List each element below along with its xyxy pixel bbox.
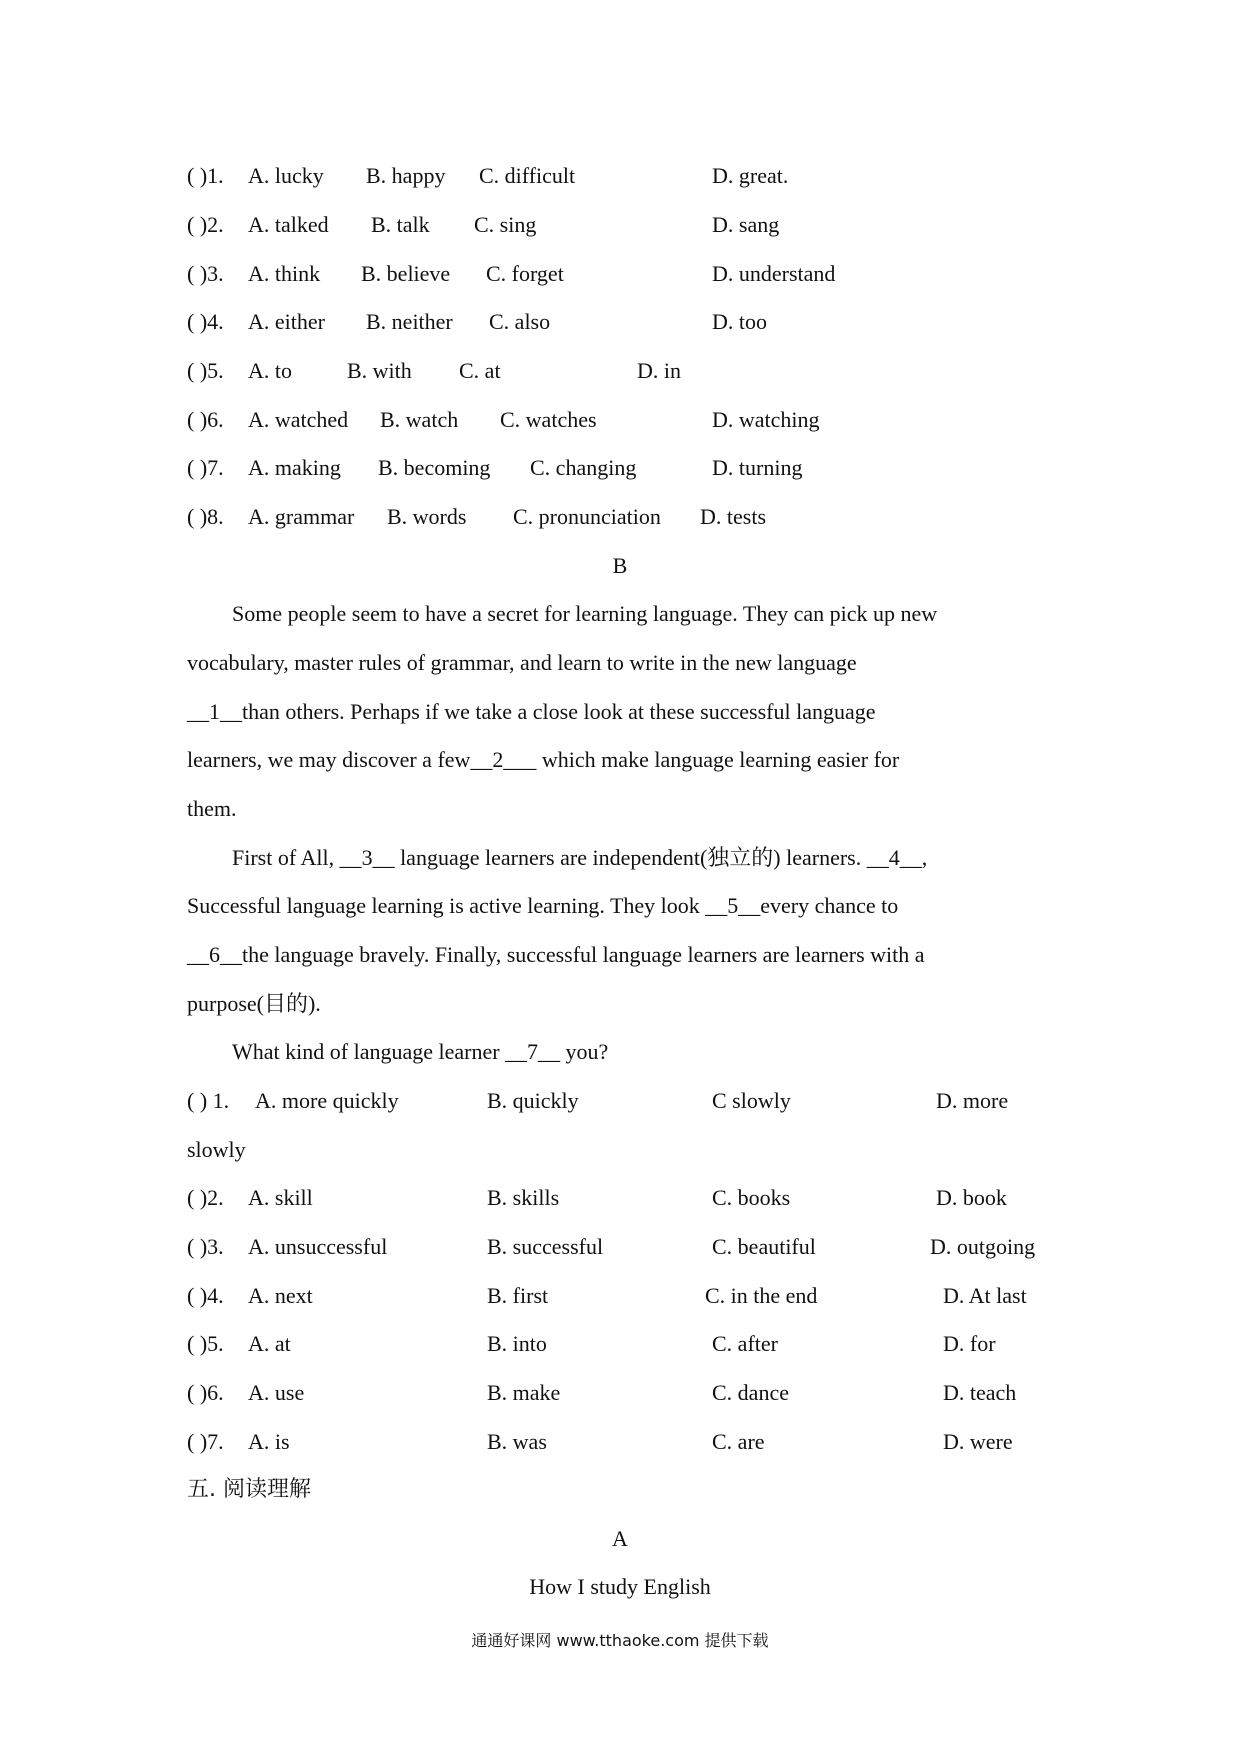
passage-line: What kind of language learner __7__ you? xyxy=(232,1039,609,1064)
passage-line: learners, we may discover a few__2___ which make language learning easier for xyxy=(187,747,900,772)
option-a: A. unsuccessful xyxy=(248,1234,388,1259)
option-a: A. to xyxy=(248,358,292,383)
question-row xyxy=(0,254,1240,294)
option-d: D. great. xyxy=(712,163,789,188)
option-d: D. sang xyxy=(712,212,780,237)
option-c: C. changing xyxy=(530,455,637,480)
option-c: C. in the end xyxy=(705,1283,818,1308)
option-a: A. talked xyxy=(248,212,329,237)
option-a: A. making xyxy=(248,455,341,480)
option-d: D. At last xyxy=(943,1283,1027,1308)
question-number: ( )6. xyxy=(187,407,224,432)
option-d: D. tests xyxy=(700,504,766,529)
option-a: A. think xyxy=(248,261,321,286)
question-row xyxy=(0,448,1240,488)
passage-title: How I study English xyxy=(529,1574,711,1599)
option-b: B. happy xyxy=(366,163,446,188)
passage-line: __1__than others. Perhaps if we take a close look at these successful language xyxy=(187,699,876,724)
option-c: C. at xyxy=(459,358,501,383)
option-c: C. also xyxy=(489,309,551,334)
option-d: D. for xyxy=(943,1331,996,1356)
option-d: D. turning xyxy=(712,455,803,480)
question-row xyxy=(0,1373,1240,1413)
question-row xyxy=(0,1227,1240,1267)
option-d: D. more xyxy=(936,1088,1009,1113)
question-row xyxy=(0,156,1240,196)
section-b-heading: B xyxy=(612,553,628,578)
option-a: A. lucky xyxy=(248,163,324,188)
option-b: B. quickly xyxy=(487,1088,579,1113)
option-a: A. skill xyxy=(248,1185,313,1210)
question-number: ( )4. xyxy=(187,309,224,334)
option-c: C. dance xyxy=(712,1380,789,1405)
question-number: ( )3. xyxy=(187,261,224,286)
option-b: B. words xyxy=(387,504,467,529)
option-c: C. pronunciation xyxy=(513,504,661,529)
passage-line: Some people seem to have a secret for learning language. They can pick up new xyxy=(232,601,938,626)
option-a: A. more quickly xyxy=(255,1088,399,1113)
question-number: ( ) 1. xyxy=(187,1088,230,1113)
option-d: D. in xyxy=(637,358,681,383)
question-row xyxy=(0,1422,1240,1462)
option-b: B. was xyxy=(487,1429,547,1454)
option-c: C. watches xyxy=(500,407,597,432)
question-number: ( )7. xyxy=(187,1429,224,1454)
option-b: B. talk xyxy=(371,212,430,237)
question-number: ( )4. xyxy=(187,1283,224,1308)
option-b: B. believe xyxy=(361,261,451,286)
passage-line: vocabulary, master rules of grammar, and learn to write in the new language xyxy=(187,650,857,675)
option-b: B. neither xyxy=(366,309,453,334)
option-d: D. book xyxy=(936,1185,1007,1210)
option-b: B. becoming xyxy=(378,455,491,480)
option-a: A. next xyxy=(248,1283,313,1308)
option-d: D. too xyxy=(712,309,767,334)
option-a: A. at xyxy=(248,1331,291,1356)
option-b: B. make xyxy=(487,1380,561,1405)
question-number: ( )2. xyxy=(187,1185,224,1210)
option-c: C. are xyxy=(712,1429,765,1454)
footer-credit: 通通好课网 www.tthaoke.com 提供下载 xyxy=(471,1631,769,1650)
question-number: ( )5. xyxy=(187,1331,224,1356)
option-b: B. skills xyxy=(487,1185,560,1210)
option-a: A. grammar xyxy=(248,504,355,529)
option-b: B. with xyxy=(347,358,412,383)
question-number: ( )5. xyxy=(187,358,224,383)
question-row xyxy=(0,302,1240,342)
option-c: C. after xyxy=(712,1331,778,1356)
passage-line: them. xyxy=(187,796,237,821)
option-c: C. forget xyxy=(486,261,564,286)
option-d: D. teach xyxy=(943,1380,1017,1405)
question-row xyxy=(0,351,1240,391)
option-c: C. difficult xyxy=(479,163,576,188)
option-b: B. watch xyxy=(380,407,459,432)
passage-line: First of All, __3__ language learners are independent(独立的) learners. __4__, xyxy=(232,845,928,870)
question-number: ( )6. xyxy=(187,1380,224,1405)
question-row xyxy=(0,1178,1240,1218)
question-row xyxy=(0,1081,1240,1121)
option-c: C. beautiful xyxy=(712,1234,816,1259)
section-five-subheading: A xyxy=(612,1526,628,1551)
question-number: ( )8. xyxy=(187,504,224,529)
question-row xyxy=(0,1276,1240,1316)
option-d: D. understand xyxy=(712,261,836,286)
option-b: B. into xyxy=(487,1331,547,1356)
option-continuation: slowly xyxy=(187,1137,246,1162)
question-number: ( )1. xyxy=(187,163,224,188)
passage-line: __6__the language bravely. Finally, successful language learners are learners with a xyxy=(187,942,925,967)
question-row-continuation xyxy=(0,1130,1240,1170)
option-c: C. books xyxy=(712,1185,791,1210)
question-row xyxy=(0,1324,1240,1364)
question-number: ( )2. xyxy=(187,212,224,237)
option-a: A. is xyxy=(248,1429,290,1454)
option-d: D. were xyxy=(943,1429,1013,1454)
option-d: D. watching xyxy=(712,407,820,432)
question-row xyxy=(0,205,1240,245)
question-number: ( )3. xyxy=(187,1234,224,1259)
question-row xyxy=(0,400,1240,440)
passage-line: Successful language learning is active learning. They look __5__every chance to xyxy=(187,893,899,918)
passage-line: purpose(目的). xyxy=(187,991,321,1016)
option-b: B. first xyxy=(487,1283,549,1308)
question-number: ( )7. xyxy=(187,455,224,480)
option-c: C. sing xyxy=(474,212,537,237)
question-row xyxy=(0,497,1240,537)
option-d: D. outgoing xyxy=(930,1234,1036,1259)
option-a: A. watched xyxy=(248,407,349,432)
section-five-heading: 五. 阅读理解 xyxy=(187,1477,311,1502)
option-c: C slowly xyxy=(712,1088,791,1113)
option-b: B. successful xyxy=(487,1234,604,1259)
option-a: A. use xyxy=(248,1380,305,1405)
option-a: A. either xyxy=(248,309,325,334)
